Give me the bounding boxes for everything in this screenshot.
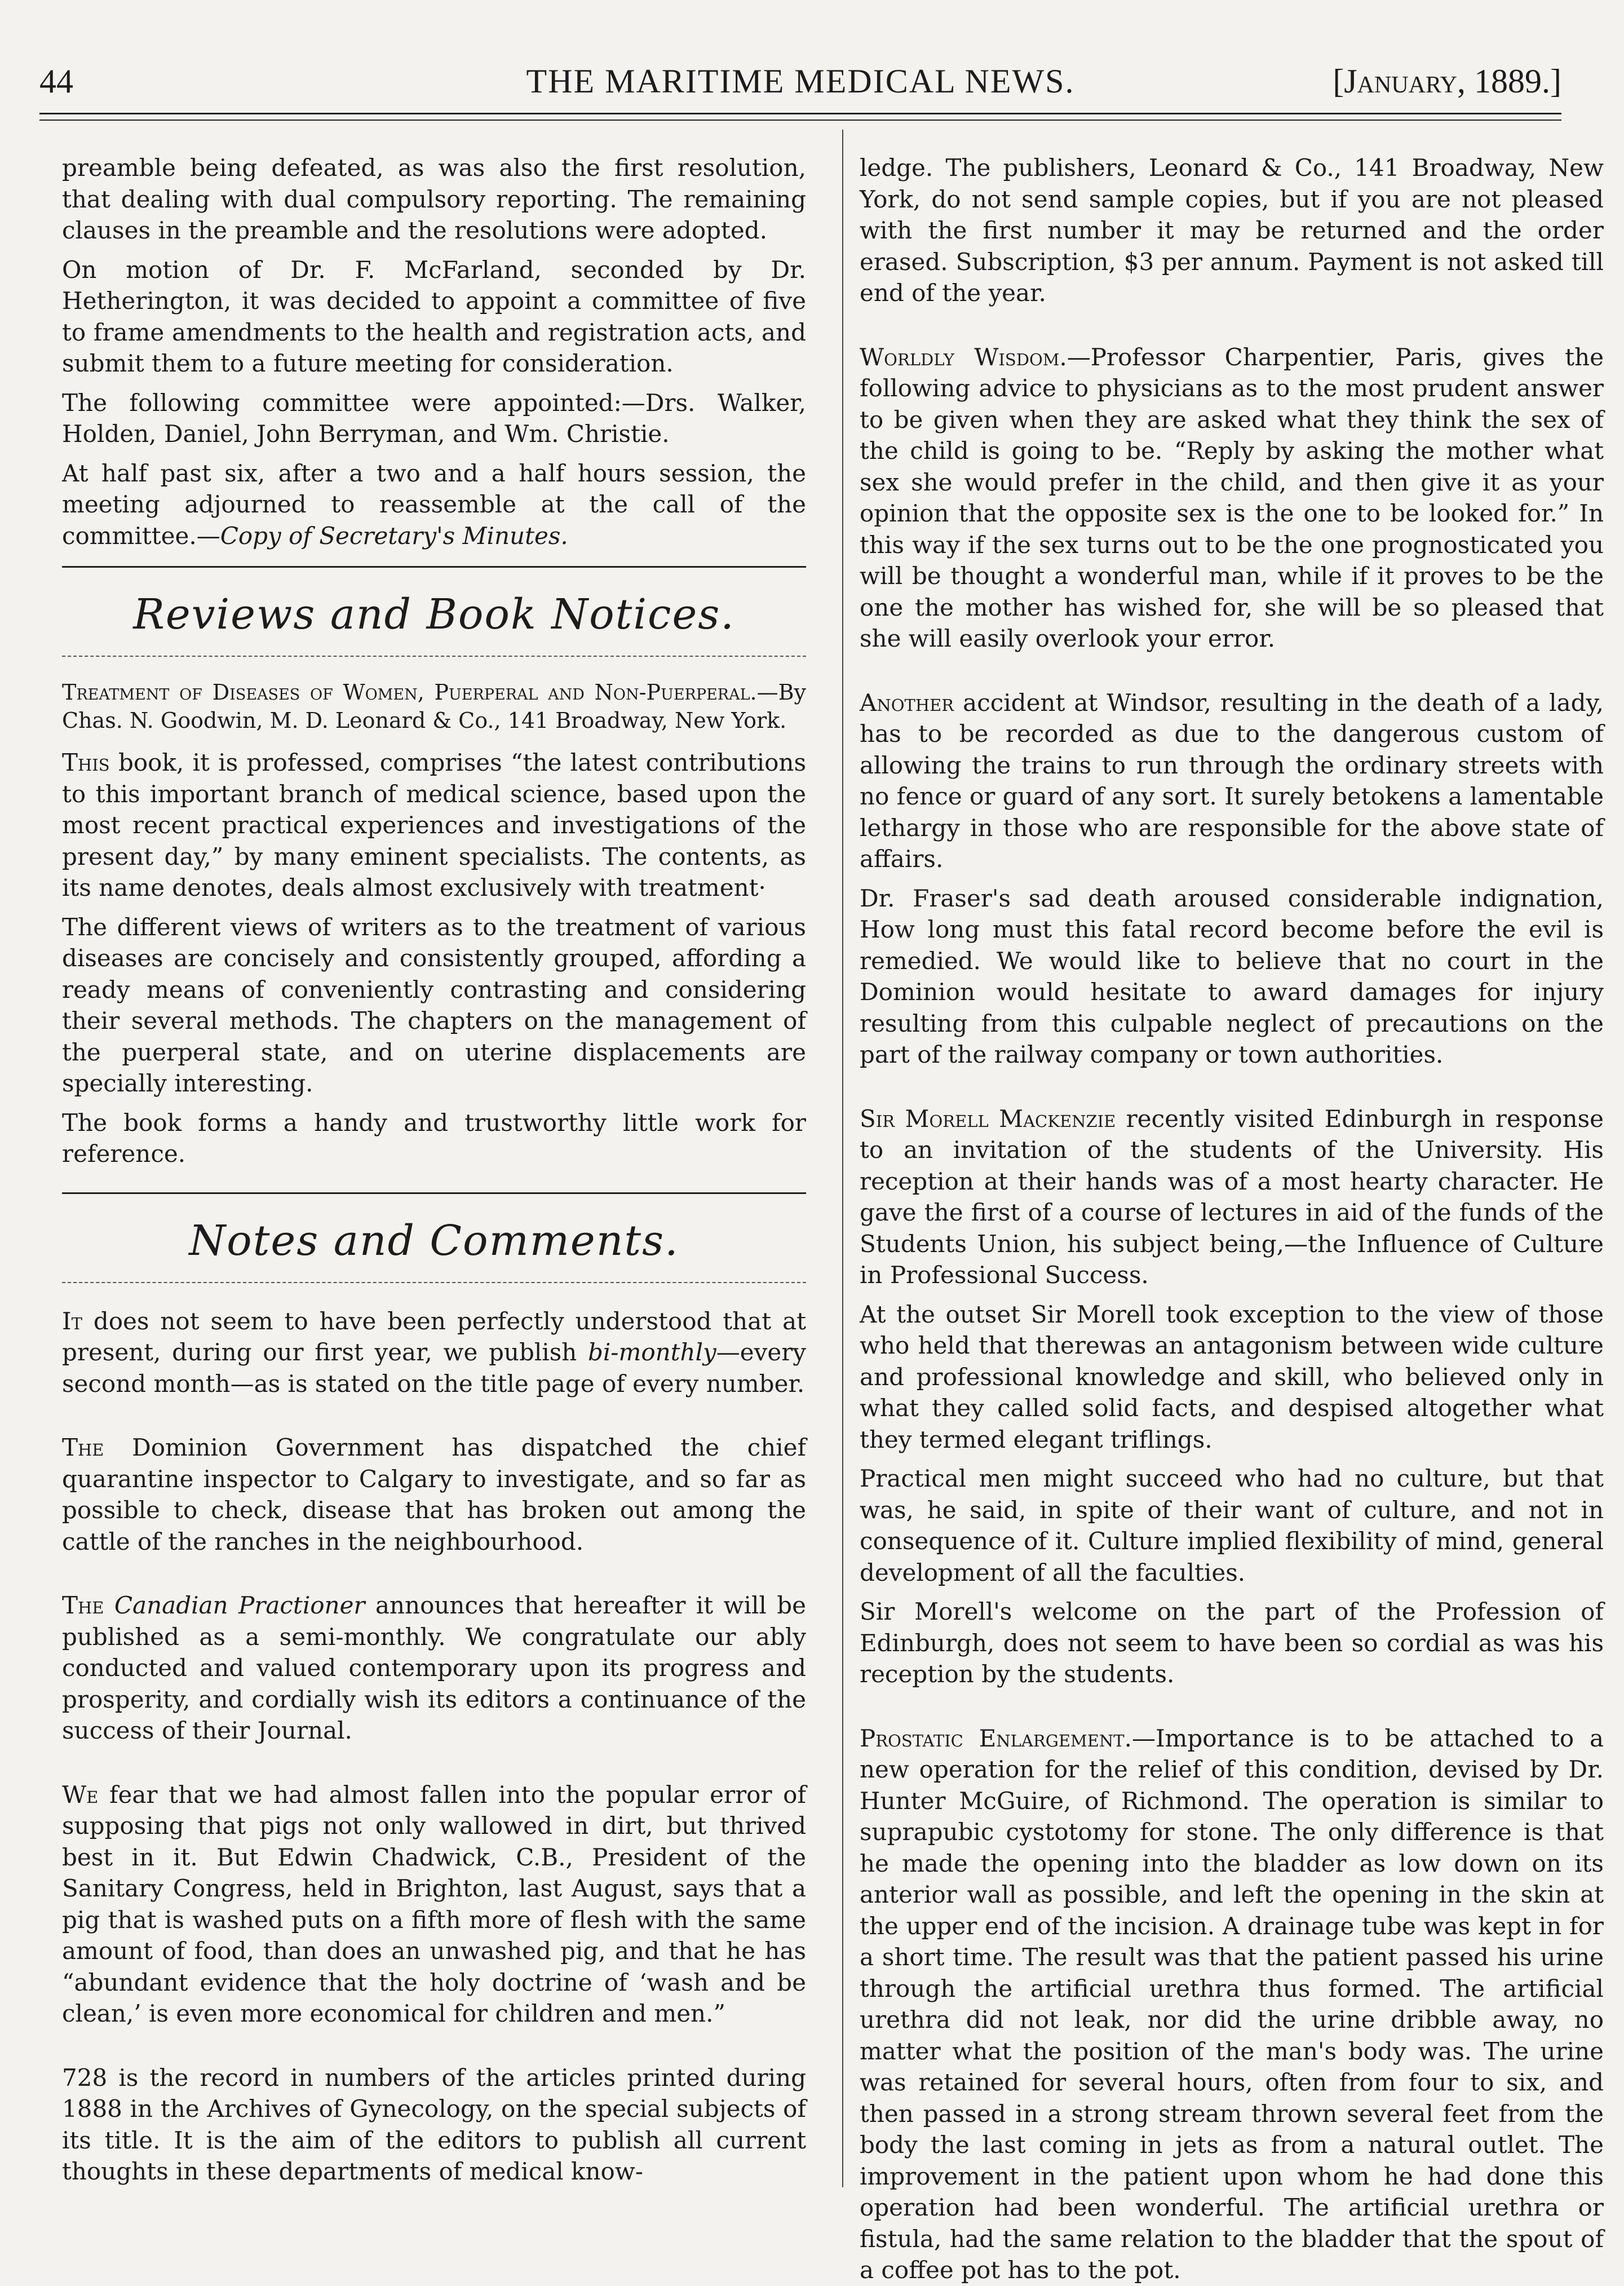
review-paragraph: The different views of writers as to the treatment of various diseases are concisely and consistently grouped, affording a ready means of conveniently contrasting and considering their several methods. The chapters on the management of the puerperal state, and on uterine displacements are specially interesting.: [62, 913, 806, 1097]
review-paragraph: The book forms a handy and trustworthy little work for reference.: [62, 1108, 806, 1168]
header-rule: [39, 113, 1561, 114]
minutes-paragraph: preamble being defeated, as was also the first resolution, that dealing with dual compulsory reporting. The remaining clauses in the preamble and the resolutions were adopted.: [62, 154, 806, 244]
lead-heading: Worldly Wisdom.: [860, 343, 1067, 371]
lead-word: The: [62, 1434, 104, 1461]
section-rule: [62, 656, 806, 657]
lead-word: Another: [860, 688, 954, 717]
note-text: announces that hereafter it will be published as a semi-monthly. We congratulate our ably conducted and valued contemporary upon its progress and prosperity, and cordially wish its editors a continuance of the success of their Journal.: [62, 1591, 806, 1744]
note-text: accident at Windsor, resulting in the death of a lady, has to be recorded as due to the dangerous custom of allowing the trains to run through the ordinary streets with no fence or guard of any sort. It surely betokens a lamentable lethargy in those who are responsible for the above state of affairs.: [860, 688, 1604, 873]
lead-heading: Prostatic Enlargement.: [860, 1724, 1132, 1752]
notes-section-title: Notes and Comments.: [189, 1216, 679, 1265]
note-paragraph: [860, 342, 1604, 655]
page-header: [39, 62, 1561, 113]
note-text: does not seem to have been perfectly understood that at present, during our first year, we publish: [62, 1307, 806, 1366]
lead-word: This: [62, 749, 110, 776]
lead-heading: Sir Morell Mackenzie: [860, 1104, 1116, 1133]
right-column: [860, 152, 1604, 2284]
lead-word: We: [62, 1780, 99, 1809]
note-text: fear that we had almost fallen into the popular error of supposing that pigs not only wallowed in dirt, but thrived best in it. But Edwin Chadwick, C.B., President of the Sanitary Congress, held in Brighton, last August, says that a pig that is washed puts on a fifth more of flesh with the same amount of food, than does an unwashed pig, and that he has “abundant evidence that the holy doctrine of ‘wash and be clean,’ is even more economical for children and men.”: [62, 1780, 806, 2027]
note-paragraph: [62, 1590, 806, 1746]
minutes-text: At half past six, after a two and a half hours session, the meeting adjourned to reassemble at the call of the committee.—: [62, 459, 806, 550]
review-paragraph: [62, 747, 806, 904]
column-divider: [842, 130, 843, 2187]
note-text: —Professor Charpentier, Paris, gives the following advice to physicians as to the most prudent answer to be given when they are asked what they think the sex of the child is going to be. “Reply by asking the mother what sex she would prefer in the child, and then give it as your opinion that the opposite sex is the one to be looked for.” In this way if the sex turns out to be the one prognosticated you will be thought a wonderful man, while if it proves to be the one the mother has wished for, she will be so pleased that she will easily overlook your error.: [860, 343, 1604, 652]
note-paragraph: Practical men might succeed who had no culture, but that was, he said, in spite of their want of culture, and not in consequence of it. Culture implied flexibility of mind, general development of all the faculties.: [860, 1465, 1604, 1586]
note-paragraph: [860, 1103, 1604, 1291]
header-rule-double: [39, 120, 1561, 121]
note-paragraph: 728 is the record in numbers of the articles printed during 1888 in the Archives of Gynecology, on the special subjects of its title. It is the aim of the editors to publish all current thoughts in these departments of medical know-: [62, 2063, 806, 2185]
book-heading: [62, 678, 806, 735]
section-rule: [62, 566, 806, 568]
note-paragraph: [860, 1723, 1604, 2286]
note-italic: bi-monthly: [587, 1338, 716, 1366]
note-paragraph: [62, 1306, 806, 1400]
note-paragraph: [62, 1779, 806, 2029]
note-text: Dominion Government has dispatched the chief quarantine inspector to Calgary to investigate, and so far as possible to check, disease that has broken out among the cattle of the ranches in the neighbourhood.: [62, 1434, 806, 1555]
book-title: Treatment of Diseases of Women, Puerperal and Non-Puerperal.: [62, 680, 757, 705]
page-number: 44: [39, 63, 73, 100]
note-paragraph: At the outset Sir Morell took exception to the view of those who held that therewas an antagonism between wide culture and professional knowledge and skill, who believed only in what they called solid facts, and despised altogether what they termed elegant triflings.: [860, 1300, 1604, 1453]
issue-date: [January, 1889.]: [1333, 63, 1561, 100]
note-paragraph: ledge. The publishers, Leonard & Co., 141 Broadway, New York, do not send sample copies, but if you are not pleased with the first number it may be returned and the order erased. Subscription, $3 per annum. Payment is not asked till end of the year.: [860, 154, 1604, 307]
lead-word: It: [62, 1307, 82, 1335]
book-meta: —By Chas. N. Goodwin, M. D. Leonard & Co., 141 Broadway, New York.: [62, 680, 806, 733]
note-italic: Canadian Practioner: [104, 1591, 365, 1619]
left-column: [62, 152, 806, 2193]
reviews-section-title: Reviews and Book Notices.: [133, 590, 735, 639]
note-text: recently visited Edinburgh in response to an invitation of the students of the University. His reception at their hands was of a most hearty character. He gave the first of a course of lectures in aid of the funds of the Students Union, his subject being,—the Influence of Culture in Professional Success.: [860, 1104, 1604, 1289]
note-paragraph: Dr. Fraser's sad death aroused considerable indignation, How long must this fatal record become before the evil is remedied. We would like to believe that no court in the Dominion would hesitate to award damages for injury resulting from this culpable neglect of precautions on the part of the railway company or town authorities.: [860, 884, 1604, 1068]
minutes-paragraph: The following committee were appointed:—Drs. Walker, Holden, Daniel, John Berryman, and Wm. Christie.: [62, 388, 806, 448]
minutes-paragraph: [62, 458, 806, 552]
lead-word: The: [62, 1591, 104, 1619]
journal-title: THE MARITIME MEDICAL NEWS.: [526, 63, 1075, 100]
note-paragraph: Sir Morell's welcome on the part of the Profession of Edinburgh, does not seem to have been so cordial as was his reception by the students.: [860, 1598, 1604, 1688]
note-text: —every second month—as is stated on the title page of every number.: [62, 1338, 806, 1398]
section-rule: [62, 1192, 806, 1194]
note-paragraph: [62, 1432, 806, 1557]
minutes-paragraph: On motion of Dr. F. McFarland, seconded by Dr. Hetherington, it was decided to appoint a committee of five to frame amendments to the health and registration acts, and submit them to a future meeting for consideration.: [62, 255, 806, 377]
review-text: book, it is professed, comprises “the latest contributions to this important branch of medical science, based upon the most recent practical experiences and investigations of the present day,” by many eminent specialists. The contents, as its name denotes, deals almost exclusively with treatment·: [62, 749, 806, 901]
minutes-signature: Copy of Secretary's Minutes.: [220, 521, 568, 550]
note-text: —Importance is to be attached to a new operation for the relief of this condition, devised by Dr. Hunter McGuire, of Richmond. The operation is similar to suprapubic cystotomy for stone. The only difference is that he made the opening into the bladder as low down on its anterior wall as possible, and left the opening in the skin at the upper end of the incision. A drainage tube was kept in for a short time. The result was that the patient passed his urine through the artificial urethra thus formed. The artificial urethra did not leak, nor did the urine dribble away, no matter what the position of the man's body was. The urine was retained for several hours, often from four to six, and then passed in a strong stream thrown several feet from the body the last coming in jets as from a natural outlet. The improvement in the patient upon whom he had done this operation had been wonderful. The artificial urethra or fistula, had the same relation to the bladder that the spout of a coffee pot has to the pot.: [860, 1724, 1604, 2284]
section-rule: [62, 1282, 806, 1283]
note-paragraph: [860, 687, 1604, 875]
